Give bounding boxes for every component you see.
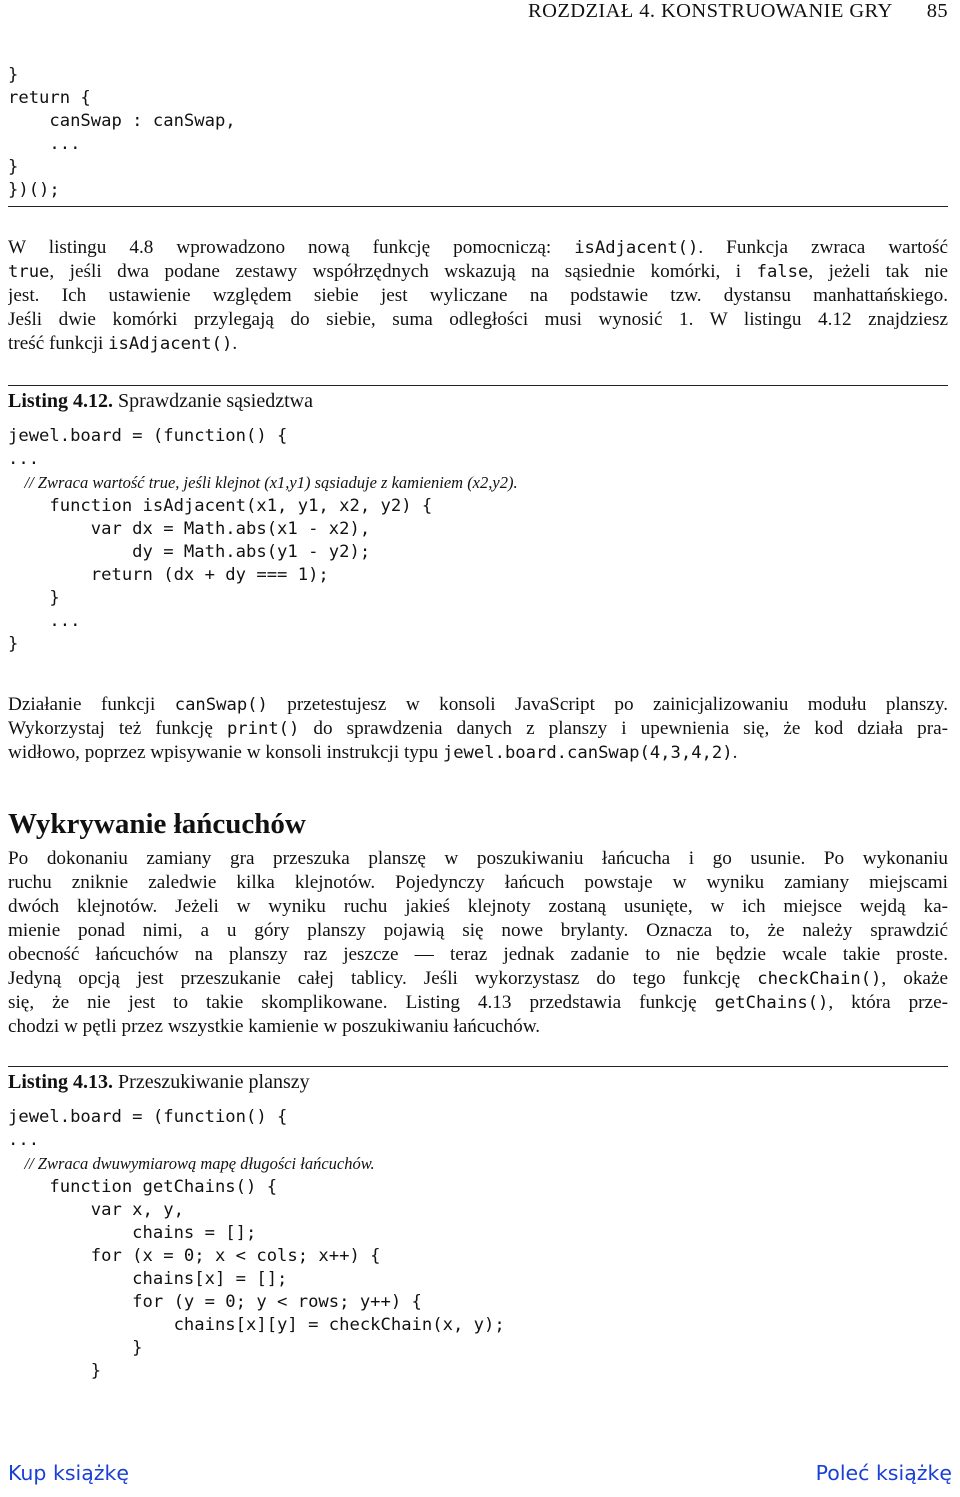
listing-label: Listing 4.12. [8,390,114,412]
paragraph-canswap-test: Działanie funkcji canSwap() przetestujesz w konsoli JavaScript po zainicjalizowaniu modułu planszy. Wykorzystaj też funkcję print() do sprawdzenia danych z planszy i upewnienia się, że kod działa pra- widłowo, poprzez wpisywanie w konsoli instrukcji typu jewel.board.canSwap(4,3,4,2). [8,694,948,763]
listing-caption [8,390,313,413]
code-block-continuation: } return { canSwap : canSwap, ... } })(); [8,65,236,200]
listing-title: Przeszukiwanie planszy [118,1071,310,1093]
code-listing-4-13: jewel.board = (function() { ... // Zwraca dwuwymiarową mapę długości łańcuchów. function getChains() { var x, y, chains = []; for (x = 0; x < cols; x++) { chains[x] = []; for (y = 0; y < rows; y++) { chains[x][y] = checkChain(x, y); } } [8,1107,505,1381]
paragraph-isadjacent-intro: W listingu 4.8 wprowadzono nową funkcję pomocniczą: isAdjacent(). Funkcja zwraca wartość true, jeśli dwa podane zestawy współrzędnych wskazują na sąsiednie komórki, i false, jeżeli tak nie jest. Ich ustawienie względem siebie jest wyliczane na podstawie tzw. dystansu manhattańskiego. Jeśli dwie komórki przylegają do siebie, suma odległości musi wynosić 1. W listingu 4.12 znajdziesz treść funkcji isAdjacent(). [8,237,948,354]
recommend-book-link[interactable]: Poleć książkę [815,1461,952,1485]
listing-label: Listing 4.13. [8,1071,114,1093]
listing-divider [8,1066,948,1067]
page-number: 85 [926,0,948,22]
code-listing-4-12: jewel.board = (function() { ... // Zwraca wartość true, jeśli klejnot (x1,y1) sąsiaduje z kamieniem (x2,y2). function isAdjacent(x1, y1, x2, y2) { var dx = Math.abs(x1 - x2), dy = Math.abs(y1 - y2); return (dx + dy === 1); } ... } [8,426,518,654]
section-heading: Wykrywanie łańcuchów [8,808,306,840]
paragraph-chain-detection: Po dokonaniu zamiany gra przeszuka planszę w poszukiwaniu łańcucha i go usunie. Po wykonaniu ruchu zniknie zaledwie kilka klejnotów. Pojedynczy łańcuch powstaje w wyniku zamiany miejscami dwóch klejnotów. Jeżeli w wyniku ruchu jakieś klejnoty zostaną usunięte, w ich miejsce wejdą ka- mienie ponad nimi, a u góry planszy pojawią się nowe brylanty. Oznacza to, że należy sprawdzić obecność łańcuchów na planszy raz jeszcze — teraz jednak zadanie to nie będzie wcale takie proste. Jedyną opcją jest przeszukanie całej tablicy. Jeśli wykorzystasz do tego funkcję checkChain(), okaże się, że nie jest to takie skomplikowane. Listing 4.13 przedstawia funkcję getChains(), która prze- chodzi w pętli przez wszystkie kamienie w poszukiwaniu łańcuchów. [8,848,948,1037]
buy-book-link[interactable]: Kup książkę [8,1461,129,1485]
code-divider [8,206,948,207]
code-comment: // Zwraca dwuwymiarową mapę długości łańcuchów. [8,1154,375,1173]
running-header [528,0,948,28]
chapter-title: ROZDZIAŁ 4. KONSTRUOWANIE GRY [528,0,893,22]
code-comment: // Zwraca wartość true, jeśli klejnot (x1,y1) sąsiaduje z kamieniem (x2,y2). [8,473,518,492]
listing-title: Sprawdzanie sąsiedztwa [118,390,313,412]
listing-divider [8,385,948,386]
listing-caption [8,1071,310,1094]
